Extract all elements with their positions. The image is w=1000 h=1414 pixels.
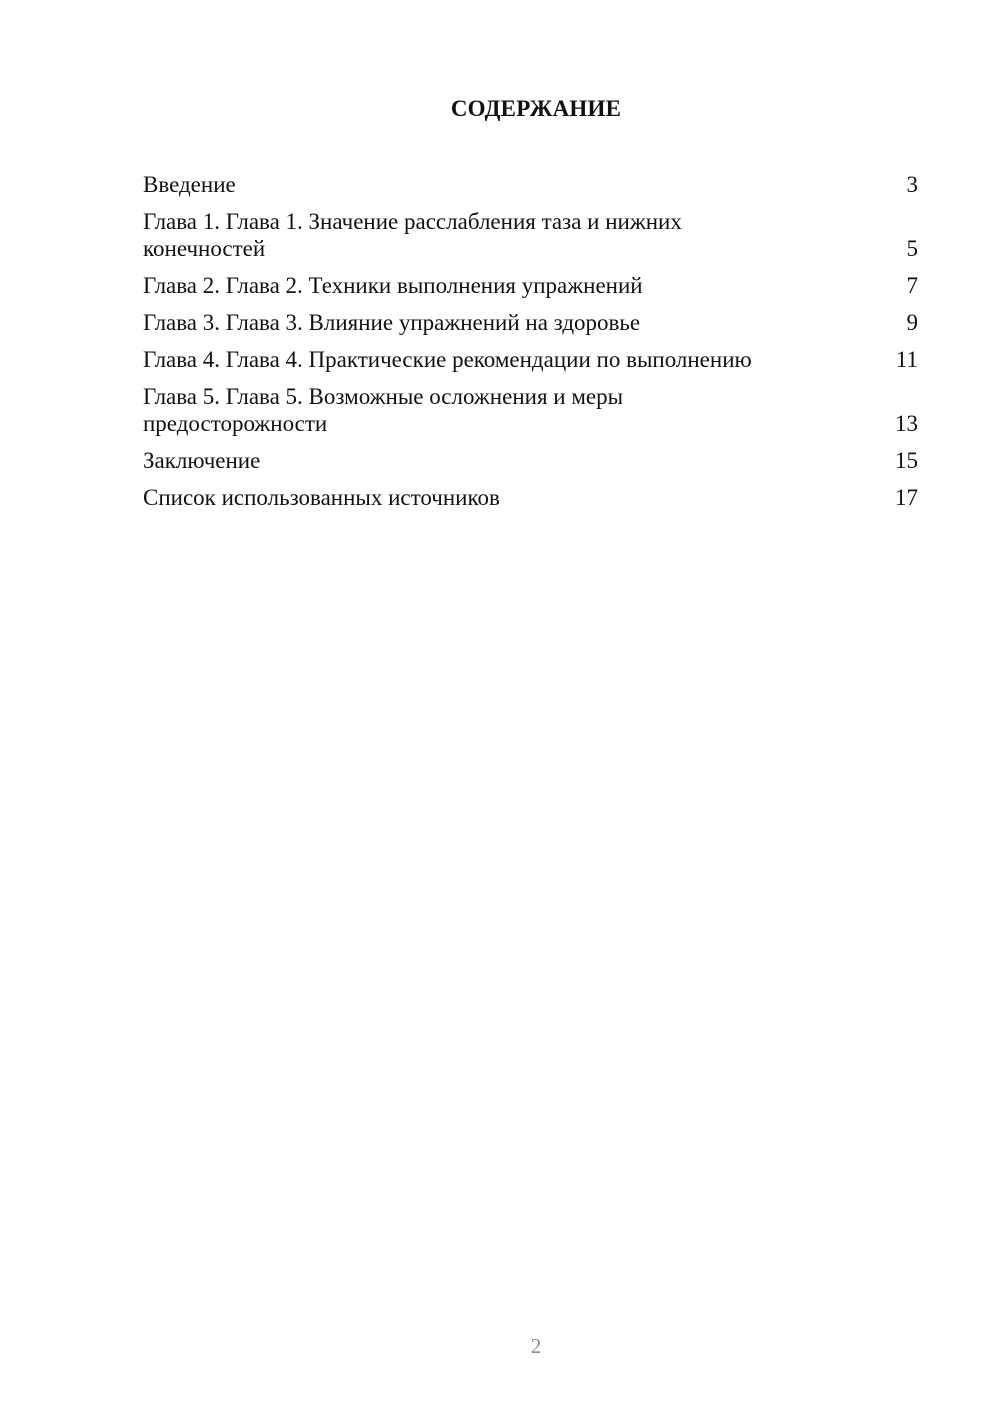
table-of-contents: [143, 171, 918, 521]
toc-entry-references[interactable]: [143, 484, 918, 511]
toc-entry-page-number: 13: [895, 411, 918, 436]
toc-entry-chapter-4[interactable]: [143, 346, 918, 373]
toc-entry-page-number: 5: [906, 236, 918, 261]
toc-entry-introduction[interactable]: [143, 171, 918, 198]
page-title: СОДЕРЖАНИЕ: [450, 96, 622, 121]
toc-entry-page-number: 7: [906, 273, 918, 298]
toc-entry-label: Глава 5. Глава 5. Возможные осложнения и меры предосторожности: [143, 384, 624, 436]
toc-entry-label: Глава 1. Глава 1. Значение расслабления таза и нижних конечностей: [143, 209, 682, 261]
toc-entry-chapter-3[interactable]: [143, 309, 918, 336]
page-number: 2: [530, 1334, 542, 1358]
toc-entry-label: Глава 2. Глава 2. Техники выполнения упражнений: [143, 273, 643, 298]
toc-entry-label: Глава 4. Глава 4. Практические рекомендации по выполнению: [143, 347, 752, 372]
toc-entry-page-number: 15: [895, 448, 918, 473]
toc-entry-page-number: 3: [906, 172, 918, 197]
toc-entry-chapter-1[interactable]: [143, 208, 918, 262]
toc-entry-label: Глава 3. Глава 3. Влияние упражнений на здоровье: [143, 310, 641, 335]
toc-entry-chapter-2[interactable]: [143, 272, 918, 299]
toc-entry-conclusion[interactable]: [143, 447, 918, 474]
toc-entry-page-number: 17: [895, 485, 918, 510]
toc-entry-label: Список использованных источников: [143, 485, 500, 510]
toc-entry-page-number: 9: [906, 310, 918, 335]
toc-entry-label: Заключение: [143, 448, 261, 473]
toc-entry-label: Введение: [143, 172, 236, 197]
toc-entry-page-number: 11: [895, 347, 918, 372]
toc-entry-chapter-5[interactable]: [143, 383, 918, 437]
